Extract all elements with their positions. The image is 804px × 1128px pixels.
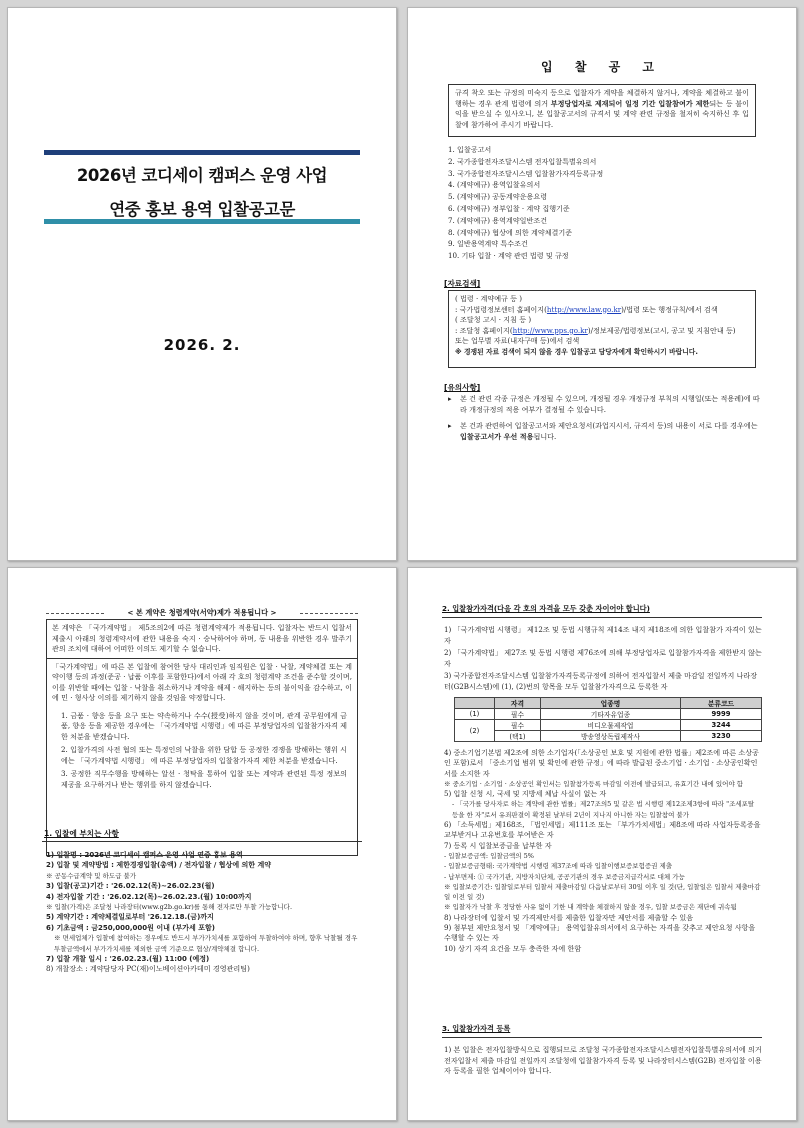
law-link[interactable]: http://www.law.go.kr [546, 304, 622, 314]
integrity-item: 1. 금품 · 향응 등을 요구 또는 약속하거나 수수(授受)하지 않을 것이며, 관계 공무원에게 금품, 향응 등을 제공한 경우에는 「국가계약법 시행령」에 따른 부정당업자의 입찰참가자격 제한 처분을 받겠습니다. [61, 710, 347, 741]
page-title: 입 찰 공 고 [541, 60, 663, 74]
list-item: 3. 국가종합전자조달시스템 입찰참가자격등록규정 [448, 168, 604, 178]
list-item: 1. 입찰공고서 [448, 145, 492, 154]
opening-place: 8) 개찰장소 : 계약담당자 PC(재)이노베이션아카데미 경영관리팀) [46, 964, 250, 974]
list-item: 2. 국가종합전자조달시스템 전자입찰특별유의서 [448, 156, 597, 166]
list-item: 10. 기타 입찰 · 계약 관련 법령 및 규정 [448, 251, 569, 261]
base-amount: 6) 기초금액 : 금250,000,000원 이내 (부가세 포함) [46, 923, 215, 932]
integrity-intro: 본 계약은 「국가계약법」 제5조의2에 따른 청렴계약제가 적용됩니다. 입찰자는 반드시 입찰서 제출시 아래의 청렴계약서에 관한 내용을 숙지 · 승낙하여야 하며, 동 내용을 위반한 경우 발주기관의 조치에 대하여 어떠한 이의도 제기할 수 없습니다. [47, 620, 357, 659]
caution-text: 본 건 관련 각종 규정은 개정될 수 있으며, 개정될 경우 개정규정 부칙의 시행일(또는 적용례)에 따라 개정규정의 적용 여부가 결정될 수 있습니다. [460, 394, 760, 414]
business-category-table [454, 697, 762, 742]
eligibility-note: ※ 입찰자가 낙찰 후 정당한 사유 없이 기한 내 계약을 체결하지 않을 경우, 입찰 보증금은 재단에 귀속됨 [444, 903, 737, 912]
eligibility-note: ※ 중소기업 · 소기업 · 소상공인 확인서는 입찰참가등록 마감일 이전에 발급되고, 유효기간 내에 있어야 함 [444, 779, 744, 788]
eligibility-note: - 납부면제: ① 국가기관, 지방자치단체, 공공기관의 경우 보증금지급각서로 대체 가능 [444, 872, 685, 881]
table-header-cell: 분류코드 [681, 698, 762, 709]
base-amount-note: ※ 면세업체가 입찰에 참여하는 경우에도 반드시 부가가치세를 포함하여 투찰하여야 하며, 향후 낙찰될 경우 투찰금액에서 부가가치세를 제외한 금액 기준으로 협상/계약체결 합니다. [54, 934, 358, 953]
caution-item [448, 394, 760, 415]
bid-method-note: ※ 공동수급계약 및 하도급 불가 [46, 871, 137, 880]
integrity-page [7, 567, 397, 1121]
eligibility-item: 1) 「국가계약법 시행령」 제12조 및 동법 시행규칙 제14조 내지 제18조에 의한 입찰참가 자격이 있는 자 [444, 625, 762, 645]
section-divider [42, 841, 362, 842]
list-item: 6. (계약예규) 정부입찰 · 계약 집행기준 [448, 203, 570, 213]
eligibility-note: - 입찰보증금형태: 국가계약법 시행령 제37조에 따라 입찰이행보증보험증권 제출 [444, 862, 673, 871]
table-cell: 기타자유업종 [541, 709, 681, 720]
table-cell: (2) [455, 720, 495, 742]
table-cell: 필수 [495, 709, 541, 720]
integrity-heading: < 본 계약은 청렴계약(서약)제가 적용됩니다 > [46, 608, 358, 618]
pps-link[interactable]: http://www.pps.go.kr [512, 325, 588, 335]
table-row [455, 720, 762, 731]
ref-line-pps-suffix: )/정보제공/법령정보(고시, 공고 및 지침안내 등) [587, 325, 736, 335]
cover-page [7, 7, 397, 561]
reference-heading: [자료검색] [444, 279, 481, 288]
list-item: 8. (계약예규) 협상에 의한 계약체결기준 [448, 227, 573, 237]
table-header-cell [455, 698, 495, 709]
section-divider [442, 617, 762, 618]
table-cell: (택1) [495, 731, 541, 742]
ref-line-pps [455, 326, 749, 337]
opening-datetime: 7) 입찰 개찰 일시 : '26.02.23.(월) 11:00 (예정) [46, 955, 210, 964]
eligibility-item: 9) 첨부된 제안요청서 및 「계약예규」 용역입찰유의서에서 요구하는 자격을 갖추고 제안요청 사항을 수행할 수 있는 자 [444, 923, 756, 943]
eligibility-note: - 입찰보증금액: 입찰금액의 5% [444, 851, 534, 860]
section2-list-b [444, 748, 762, 954]
intro-text-pre: 규격 착오 또는 규정의 미숙지 등으로 입찰자가 계약을 체결하지 않거나, 계약을 체결하고 불이행하는 경우 관계 법령에 의거 [455, 88, 749, 108]
integrity-item: 3. 공정한 직무수행을 방해하는 알선 · 청탁을 통하여 입찰 또는 계약과 관련된 특정 정보의 제공을 요구하거나 받는 행위를 하지 않겠습니다. [61, 769, 347, 789]
section3-heading: 3. 입찰참가자격 등록 [442, 1024, 511, 1033]
eligibility-item: 2) 「국가계약법」 제27조 및 동법 시행령 제76조에 의해 부정당업자로 입찰참가자격을 제한받지 않는 자 [444, 648, 762, 668]
table-header-row [455, 698, 762, 709]
eligibility-item: 5) 입찰 신청 시, 국세 및 지방세 체납 사실이 없는 자 [444, 789, 607, 799]
table-cell: (1) [455, 709, 495, 720]
intro-text-post: 되는 등 불이익을 받으실 수 있사오니, 본 입찰공고서의 규격서 및 계약 관련 규정을 철저히 숙지하신 후 입찰에 참가하여 주시기 바랍니다. [455, 98, 749, 129]
caution-text [460, 421, 760, 442]
caution-text-pre: 본 건과 관련하여 입찰공고서와 제안요청서(과업지시서, 규격서 등)의 내용이 서로 다를 경우에는 [460, 421, 758, 430]
intro-warning-box [448, 84, 756, 137]
table-row [455, 731, 762, 742]
section1-list [46, 850, 362, 975]
eligibility-page [407, 567, 797, 1121]
table-header-cell: 업종명 [541, 698, 681, 709]
eligibility-note: - 「국가를 당사자로 하는 계약에 관한 법률」제27조의5 및 같은 법 시행령 제12조제3항에 따라 "조세포탈 등을 한 자"로서 유죄판결이 확정된 날부터 2년이 지나지 아니한 자는 입찰참여 불가 [452, 800, 755, 819]
ref-line: ( 법령 · 계약예규 등 ) [455, 294, 523, 303]
table-row [455, 709, 762, 720]
bid-period: 3) 입찰(공고)기간 : '26.02.12(목)~26.02.23(월) [46, 882, 215, 891]
arrow-bullet-icon: ▸ [448, 421, 452, 430]
integrity-item: 2. 입찰가격의 사전 협의 또는 특정인의 낙찰을 위한 담합 등 공정한 경쟁을 방해하는 행위 시에는 「국가계약법 시행령」 에 따른 부정당업자의 입찰참가자격 제한 처분을 받겠습니다. [61, 745, 347, 765]
caution-item [448, 421, 760, 442]
section-divider [442, 1037, 762, 1038]
cover-date: 2026. 2. [163, 336, 241, 354]
eligibility-item: 3) 국가종합전자조달시스템 입찰참가자격등록규정에 의하여 전자입찰서 제출 마감일 전일까지 나라장터(G2B시스템)에 (1), (2)번의 항목을 모두 입찰참가자격으로 등록한 자 [444, 671, 758, 691]
table-cell: 필수 [495, 720, 541, 731]
eligibility-item: 7) 등록 시 입찰보증금을 납부한 자 [444, 840, 552, 850]
section2-heading: 2. 입찰참가자격(다음 각 호의 자격을 모두 갖춘 자이어야 합니다) [442, 604, 650, 613]
ref-line: 또는 업무별 자료(내자구매 등)에서 검색 [455, 336, 580, 345]
bid-name: 1) 입찰명 : 2026년 코디세이 캠퍼스 운영 사업 연중 홍보 용역 [46, 851, 243, 859]
section2-list-a [444, 625, 762, 692]
caution-text-bold: 입찰공고서가 우선 적용 [460, 431, 534, 441]
cover-title-block [44, 150, 360, 224]
section3-item: 1) 본 입찰은 전자입찰방식으로 집행되므로 조달청 국가종합전자조달시스템전자입찰특별유의서에 의거 전자입찰서 제출 마감일 전일까지 조달청에 입찰참가자격 등록 및 나라장터시스템(G2B) 전자입찰 이용자 등록을 필한 업체이어야 합니다. [444, 1045, 762, 1075]
ref-note: ※ 경쟁된 자료 검색이 되지 않을 경우 입찰공고 담당자에게 확인하시기 바랍니다. [455, 347, 698, 356]
ref-line-law [455, 305, 749, 316]
table-cell: 방송영상독립제작사 [541, 731, 681, 742]
list-item: 4. (계약예규) 용역입찰유의서 [448, 180, 541, 190]
list-item: 5. (계약예규) 공동계약운용요령 [448, 192, 548, 202]
ref-line-law-prefix: : 국가법령정보센터 홈페이지( [455, 304, 547, 314]
eligibility-item: 6) 「소득세법」제168조, 「법인세법」제111조 또는 「부가가치세법」제8조에 따라 사업자등록증을 교부받거나 고유번호를 부여받은 자 [444, 820, 761, 840]
eligibility-note: ※ 입찰보증기간: 입찰일로부터 입찰서 제출마감일 다음날로부터 30일 이후 일 것(단, 입찰일은 입찰서 제출마감일 이전 일 것) [444, 882, 761, 902]
ref-line-pps-prefix: : 조달청 홈페이지( [455, 325, 513, 335]
integrity-paragraph: 「국가계약법」에 따른 본 입찰에 참여한 당사 대리인과 임직원은 입찰 · 낙찰, 계약체결 또는 계약이행 등의 과정(준공 · 납품 이후를 포함한다)에서 아래 각 호의 청렴계약 조건을 준수할 것이며, 이를 위반할 때에는 입찰 · 낙찰을 취소하거나 계약을 해제 · 해지하는 등의 불이익을 감수하고, 이에 민 · 형사상 이의를 제기하지 않을 것임을 약정합니다. [52, 661, 352, 702]
contract-period: 5) 계약기간 : 계약체결일로부터 '26.12.18.(금)까지 [46, 913, 214, 922]
arrow-bullet-icon: ▸ [448, 394, 452, 403]
integrity-box [46, 619, 358, 856]
caution-heading: [유의사항] [444, 383, 481, 392]
bid-method: 2) 입찰 및 계약방법 : 제한경쟁입찰(총액) / 전자입찰 / 협상에 의한 계약 [46, 861, 271, 870]
list-item: 7. (계약예규) 용역계약일반조건 [448, 215, 548, 225]
eligibility-item: 8) 나라장터에 입찰서 및 가격제안서를 제출한 입찰자만 제안서를 제출할 수 있음 [444, 912, 694, 922]
integrity-items [47, 707, 357, 791]
document-list [448, 144, 603, 262]
e-bid-note: ※ 입찰(가격)은 조달청 나라장터(www.g2b.go.kr)를 통해 전자로만 투찰 가능합니다. [46, 903, 293, 912]
table-cell: 3230 [681, 731, 762, 742]
e-bid-period: 4) 전자입찰 기간 : '26.02.12(목)~26.02.23.(월) 10:00까지 [46, 892, 252, 901]
eligibility-item: 4) 중소기업기본법 제2조에 의한 소기업자(「소상공인 보호 및 지원에 관한 법률」제2조에 따른 소상공인 포함)로서 「중소기업 범위 및 확인에 관한 규정」에 따라 발급된 중소기업 · 소기업 · 소상공인확인서를 소지한 자 [444, 748, 759, 778]
table-cell: 9999 [681, 709, 762, 720]
ref-line-law-suffix: )/법령 또는 행정규칙/에서 검색 [621, 304, 718, 314]
bid-notice-page [407, 7, 797, 561]
table-cell: 비디오물제작업 [541, 720, 681, 731]
eligibility-item: 10) 상기 자격 요건을 모두 충족한 자에 한함 [444, 943, 582, 953]
table-cell: 3244 [681, 720, 762, 731]
cover-title-line1: 2026년 코디세이 캠퍼스 운영 사업 [76, 166, 328, 185]
table-header-cell: 자격 [495, 698, 541, 709]
reference-box [448, 290, 756, 368]
caution-list [448, 394, 760, 442]
list-item: 9. 일반용역계약 특수조건 [448, 239, 528, 249]
ref-line: ( 조달청 고시 · 지침 등 ) [455, 315, 532, 324]
intro-text-bold: 부정당업자로 제재되어 일정 기간 입찰참여가 제한 [550, 98, 710, 108]
section1-heading: 1. 입찰에 부치는 사항 [44, 829, 119, 838]
cover-title-line2: 연중 홍보 용역 입찰공고문 [109, 200, 295, 219]
caution-text-post: 됩니다. [533, 431, 557, 441]
